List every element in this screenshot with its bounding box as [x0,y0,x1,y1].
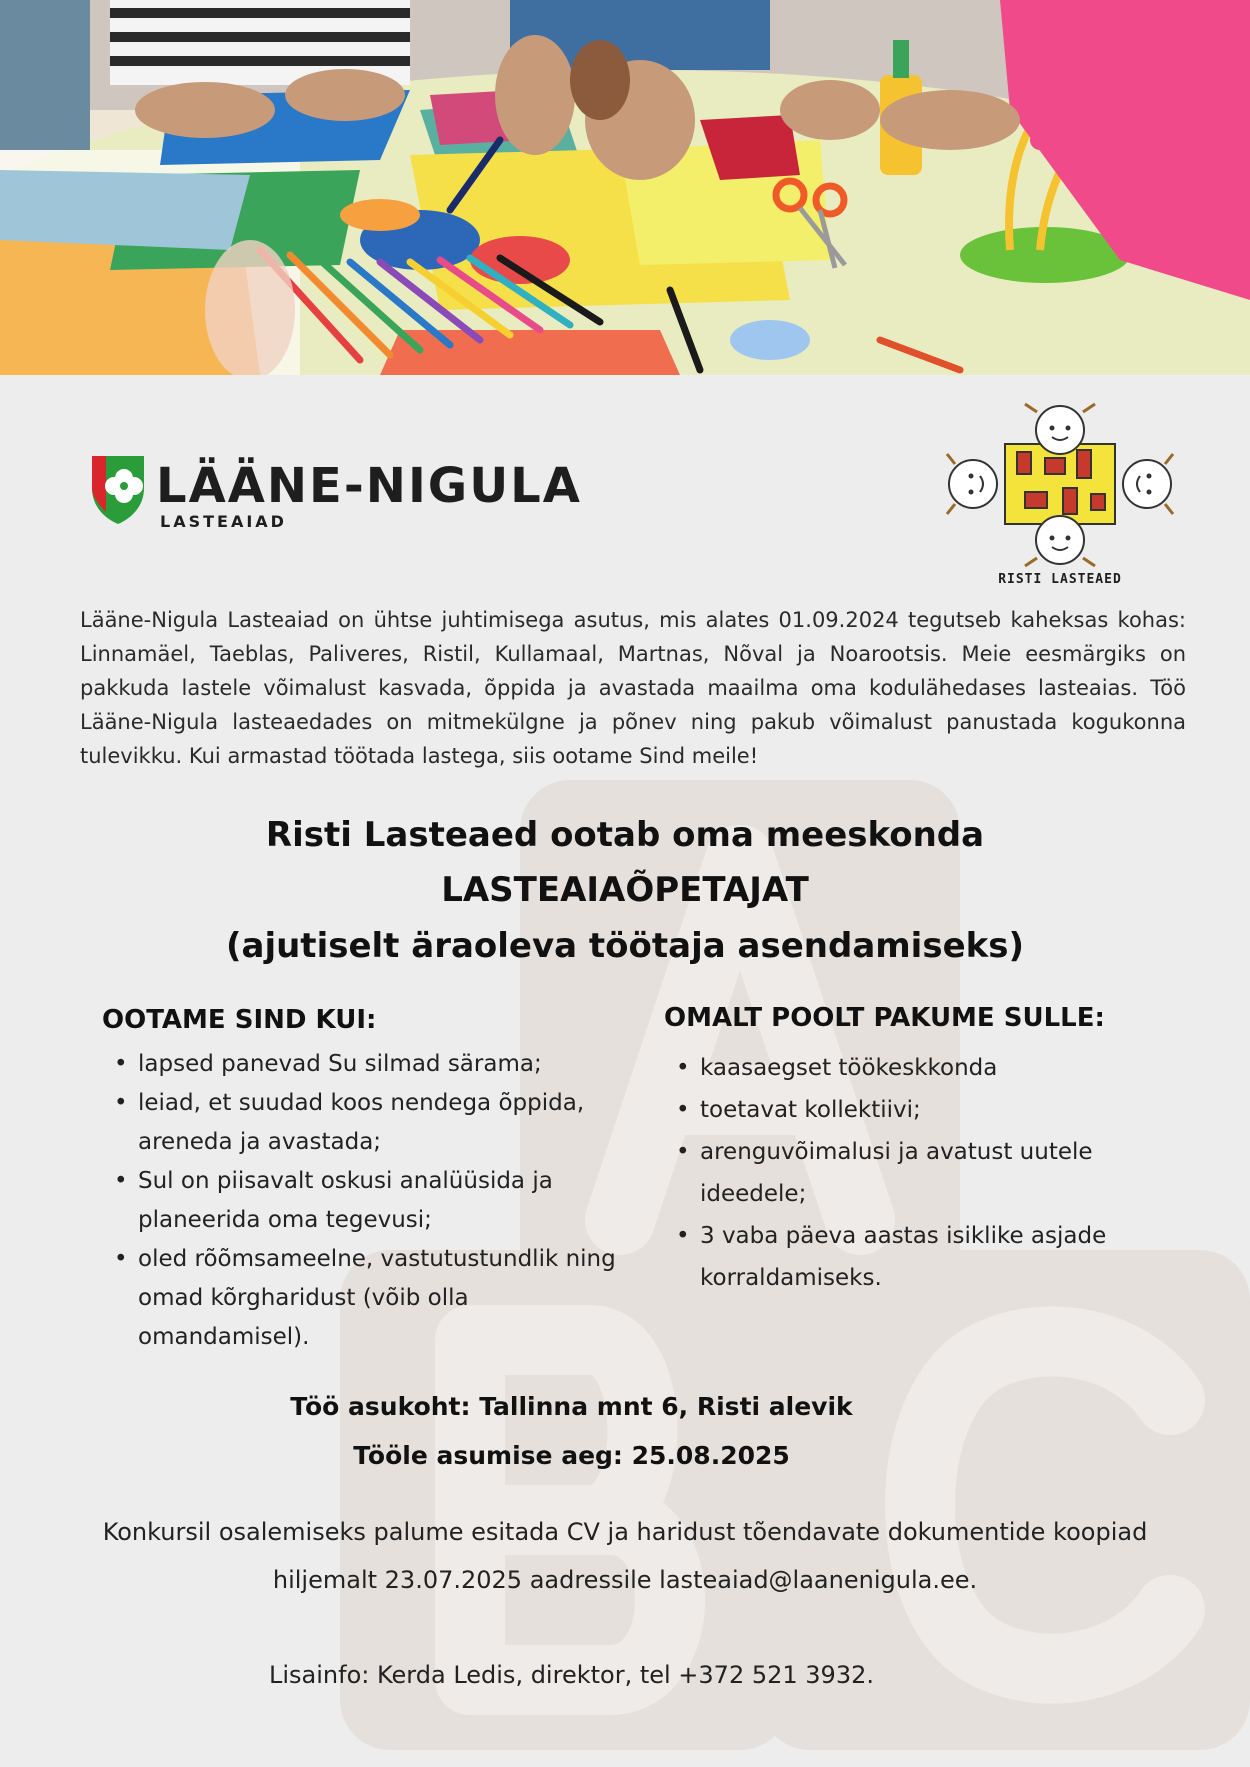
shield-clover-icon [88,452,148,526]
list-item: • Sul on piisavalt oskusi analüüsida ja planeerida oma tegevusi; [102,1162,632,1240]
list-item: • arenguvõimalusi ja avatust uutele ideedele; [664,1131,1204,1215]
list-item: • lapsed panevad Su silmad särama; [102,1045,632,1084]
job-location: Töö asukoht: Tallinna mnt 6, Risti alevik [290,1392,853,1421]
header-photo [0,0,1250,375]
contact-info: Lisainfo: Kerda Ledis, direktor, tel +372 521 3932. [269,1661,874,1689]
list-item: • 3 vaba päeva aastas isiklike asjade korraldamiseks. [664,1215,1204,1299]
headline-line-1: Risti Lasteaed ootab oma meeskonda [265,815,985,855]
kids-crafting-photo [0,0,1250,375]
four-children-logo [945,402,1175,567]
risti-lasteaed-label: RISTI LASTEAED [998,572,1122,587]
offers-title: OMALT POOLT PAKUME SULLE: [664,1003,1105,1033]
list-item: • toetavat kollektiivi; [664,1089,1204,1131]
offers-list [664,1047,1204,1299]
brand-name: LÄÄNE-NIGULA [156,458,582,514]
requirements-list [102,1045,632,1357]
laane-nigula-logo [88,452,648,532]
risti-lasteaed-logo [945,402,1185,594]
requirements-title: OOTAME SIND KUI: [102,1005,377,1035]
list-item: • leiad, et suudad koos nendega õppida, areneda ja avastada; [102,1084,632,1162]
list-item: • oled rõõmsameelne, vastutustundlik ning omad kõrgharidust (võib olla omandamisel). [102,1240,632,1357]
intro-paragraph: Lääne-Nigula Lasteaiad on ühtse juhtimisega asutus, mis alates 01.09.2024 tegutseb kaheksas kohas: Linnamäel, Taeblas, Paliveres, Ristil, Kullamaal, Martnas, Nõval ja Noarootsis. Meie eesmärgiks on pakkuda lastele võimalust kasvada, õppida ja avastada maailma oma kodulähedases lasteaias. Töö Lääne-Nigula lasteaedades on mitmekülgne ja põnev ning pakub võimalust panustada kogukonna tulevikku. Kui armastad töötada lastega, siis ootame Sind meile! [80,608,1186,768]
list-item: • kaasaegset töökeskkonda [664,1047,1204,1089]
headline-line-2: LASTEAIAÕPETAJAT [441,870,809,910]
brand-subtitle: LASTEAIAD [160,512,287,531]
application-instructions: Konkursil osalemiseks palume esitada CV ja haridust tõendavate dokumentide koopiad hiljemalt 23.07.2025 aadressile lasteaiad@laanenigula.ee. [102,1518,1148,1594]
headline-line-3: (ajutiselt äraoleva töötaja asendamiseks) [225,926,1025,966]
job-start-date: Tööle asumise aeg: 25.08.2025 [353,1441,790,1470]
